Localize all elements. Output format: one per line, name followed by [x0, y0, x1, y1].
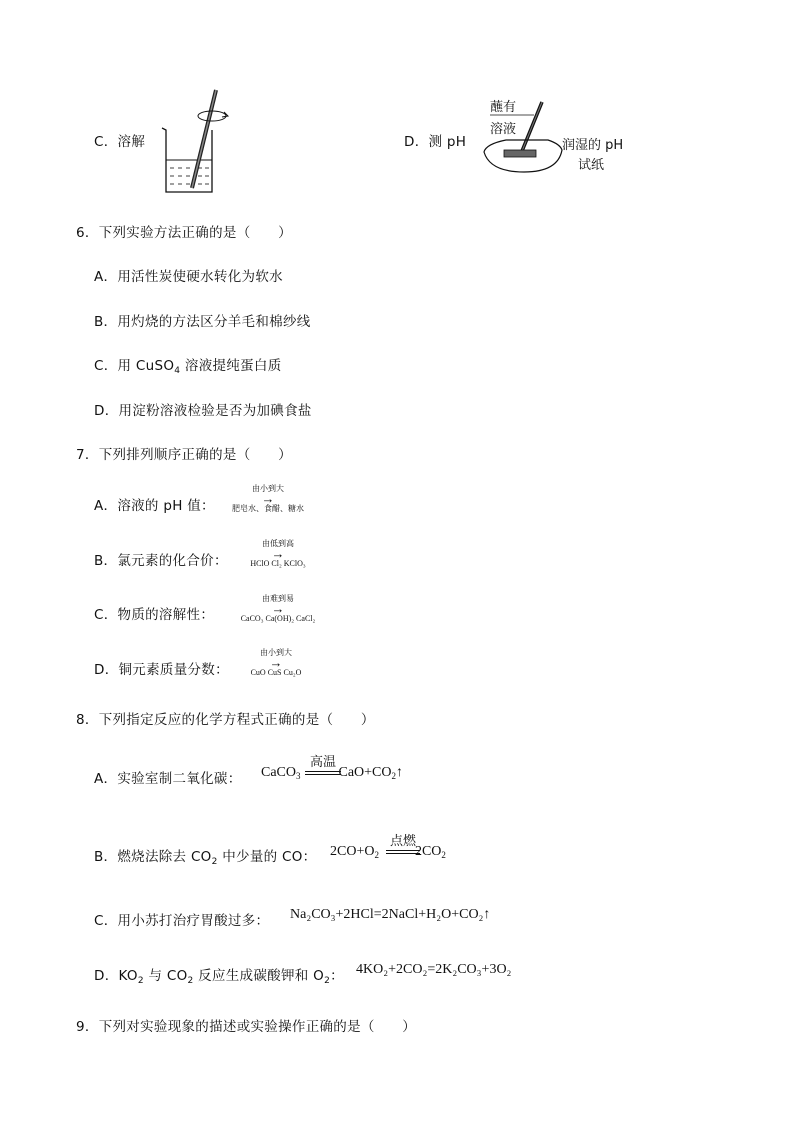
q8-option-c-equation: Na₂CO₃+2HCl=2NaCl+H₂O+CO₂↑	[290, 907, 491, 922]
dipped-solution-annotation-2: 溶液	[490, 122, 517, 137]
q6-option-b: B．用灼烧的方法区分羊毛和棉纱线	[94, 314, 311, 330]
ph-paper-dish-illustration	[476, 100, 576, 180]
q8-option-a-equals-sign	[305, 771, 341, 775]
q8-option-a-label: A．实验室制二氧化碳：	[94, 771, 242, 787]
q7-option-b-order: 由低到高 → HClO Cl₂ KClO₃	[250, 539, 306, 568]
question-7-stem: 7．下列排列顺序正确的是（ ）	[76, 447, 292, 463]
q7-option-a-order: 由小到大 → 肥皂水、食醋、糖水	[232, 484, 304, 513]
q8-option-b-equation: $2CO+O_2$ $2CO_2$	[330, 844, 446, 860]
q8-option-d-equation: 4KO₂+2CO₂=2K₂CO₃+3O₂	[356, 962, 512, 977]
q7-option-d-order: 由小到大 → CuO CuS Cu₂O	[250, 648, 302, 677]
q8-option-c-label: C．用小苏打治疗胃酸过多：	[94, 913, 270, 929]
q8-option-b-equals-sign	[386, 850, 420, 854]
q7-option-d-label: D．铜元素质量分数：	[94, 662, 229, 678]
moist-ph-paper-annotation-2: 试纸	[578, 158, 605, 173]
option-c-dissolve-label: C．溶解	[94, 134, 146, 150]
moist-ph-paper-annotation-1: 润湿的 pH	[562, 138, 624, 153]
q7-option-c-order: 由难到易 → CaCO₃ Ca(OH)₂ CaCl₂	[240, 594, 316, 623]
q7-option-a-label: A．溶液的 pH 值：	[94, 498, 215, 514]
q8-option-a-equation: CaCO$_3$ $CaO+CO_2↑$	[261, 765, 404, 781]
option-d-ph-label: D．测 pH	[404, 134, 467, 150]
question-6-stem: 6．下列实验方法正确的是（ ）	[76, 225, 292, 241]
question-8-stem: 8．下列指定反应的化学方程式正确的是（ ）	[76, 712, 375, 728]
dipped-solution-annotation-1: 蘸有	[490, 100, 517, 115]
q8-option-a-condition: 高温	[309, 755, 336, 770]
q8-option-d-label: D．$KO_2$ 与 $CO_2$ 反应生成碳酸钾和 $O_2$：	[94, 968, 344, 986]
q8-option-b-condition: 点燃	[389, 834, 416, 849]
q7-option-c-label: C．物质的溶解性：	[94, 607, 215, 623]
q7-option-b-label: B．氯元素的化合价：	[94, 553, 228, 569]
beaker-stirring-rod-illustration	[150, 84, 240, 196]
q6-option-a: A．用活性炭使硬水转化为软水	[94, 269, 283, 285]
q6-option-d: D．用淀粉溶液检验是否为加碘食盐	[94, 403, 312, 419]
question-9-stem: 9．下列对实验现象的描述或实验操作正确的是（ ）	[76, 1019, 417, 1035]
q8-option-b-label: B．燃烧法除去 $CO_2$ 中少量的 CO：	[94, 849, 317, 867]
q6-option-c: C．用 CuSO$_4$ 溶液提纯蛋白质	[94, 358, 282, 376]
